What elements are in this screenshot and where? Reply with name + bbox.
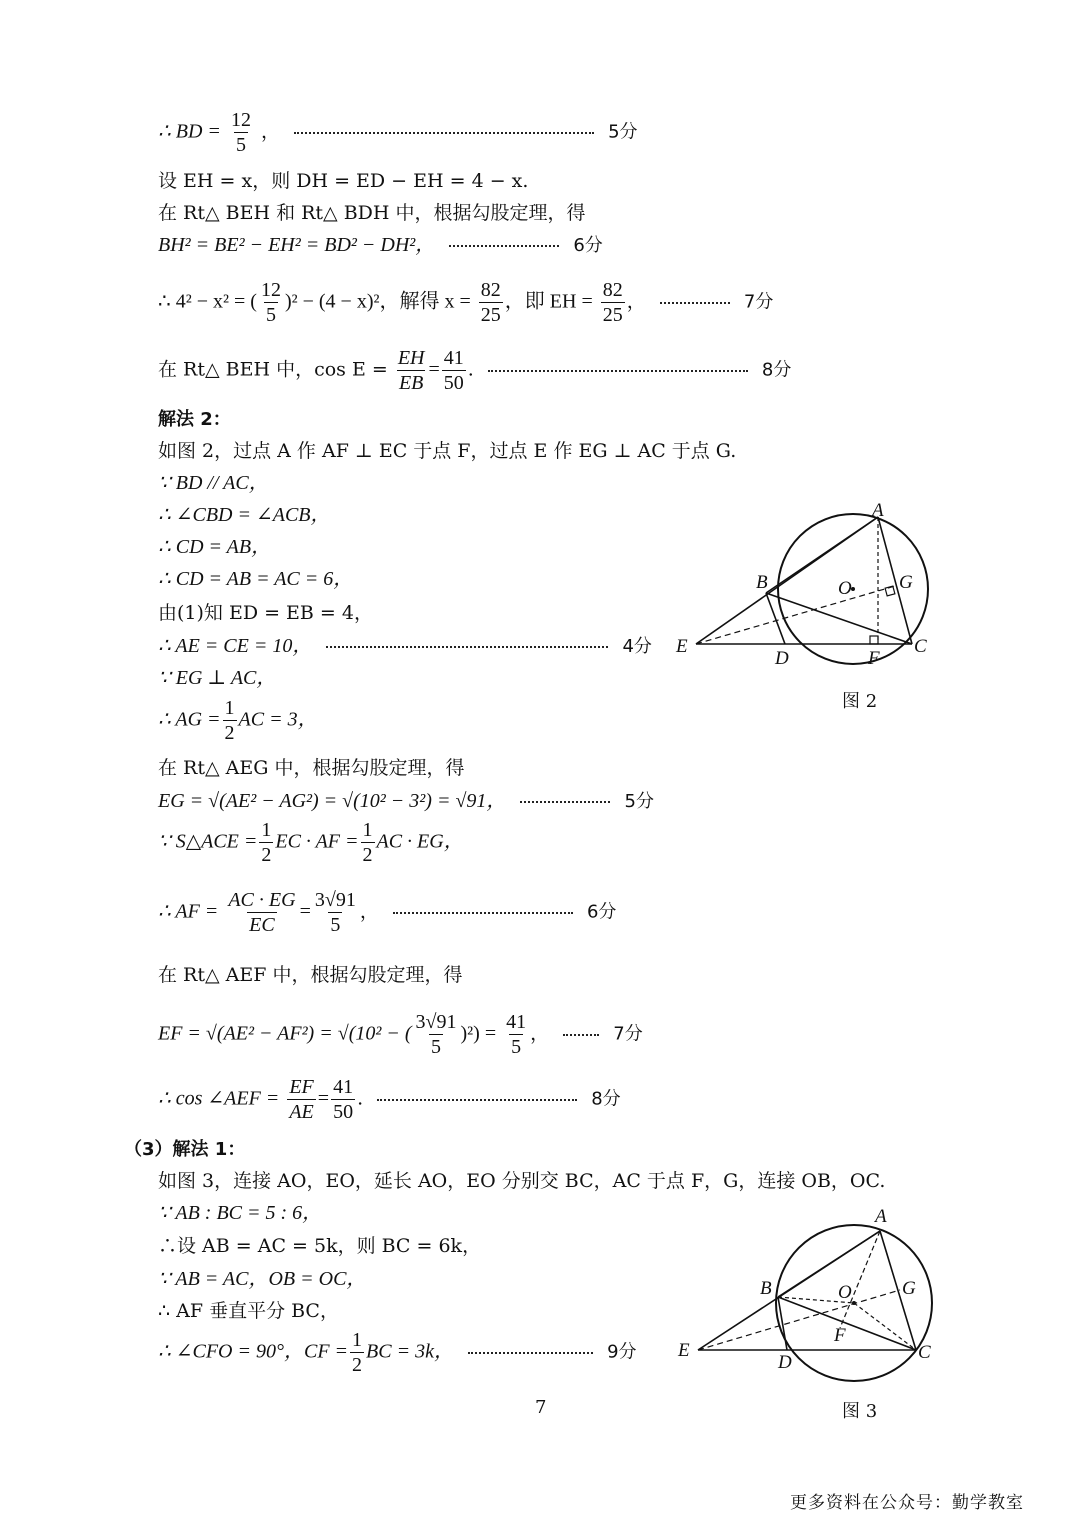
line-ed-eb xyxy=(158,600,373,626)
score: 7分 xyxy=(613,1023,643,1045)
line-af xyxy=(158,888,616,937)
dotted-leader xyxy=(563,1034,599,1036)
score: 5分 xyxy=(624,791,654,812)
line-cos-e xyxy=(158,346,791,395)
num: 1 xyxy=(224,697,235,719)
edge-oc xyxy=(854,1303,916,1350)
fraction xyxy=(287,1075,315,1124)
line-area xyxy=(158,818,464,867)
den: 5 xyxy=(330,914,341,936)
den: EC xyxy=(249,914,275,936)
num: 12 xyxy=(230,109,251,131)
score: 6分 xyxy=(586,901,617,923)
dotted-leader xyxy=(468,1352,593,1354)
text: EF = √(AE² − AF²) = √(10² − ( xyxy=(158,1022,412,1045)
text: )² − (4 − x)²，解得 x = xyxy=(284,290,471,313)
fraction xyxy=(229,108,253,157)
text: = xyxy=(299,900,311,923)
text: ∵ AB = AC，OB = OC， xyxy=(158,1268,367,1290)
page-number: 7 xyxy=(535,1397,547,1418)
edge-af xyxy=(840,1231,880,1328)
text: )²) = xyxy=(460,1022,497,1045)
score: 5分 xyxy=(608,121,638,143)
line-angle xyxy=(158,502,331,528)
text: （3）解法 1： xyxy=(124,1139,246,1160)
label-c: C xyxy=(914,636,927,657)
center-dot xyxy=(852,1301,856,1305)
score: 7分 xyxy=(743,291,774,313)
text: ∴ AE = CE = 10， xyxy=(158,635,313,657)
text: 在 Rt△ BEH 和 Rt△ BDH 中，根据勾股定理，得 xyxy=(158,202,586,224)
fraction xyxy=(259,818,273,867)
text: 如图 3，连接 AO，EO，延长 AO，EO 分别交 BC，AC 于点 F，G，连接 OB，OC. xyxy=(158,1170,886,1192)
text: 在 Rt△ AEG 中，根据勾股定理，得 xyxy=(158,757,465,779)
label-b: B xyxy=(760,1278,772,1299)
fraction xyxy=(479,278,503,327)
den: 50 xyxy=(333,1101,354,1123)
text: EC · AF = xyxy=(275,830,359,853)
line-rt-beh xyxy=(158,200,586,226)
label-g: G xyxy=(899,572,913,593)
fraction xyxy=(331,1075,355,1124)
line-rt-aeg xyxy=(158,755,464,781)
num: EF xyxy=(289,1076,314,1098)
den: 5 xyxy=(265,304,276,326)
dotted-leader xyxy=(488,370,748,372)
line-eg xyxy=(158,788,654,815)
line-cd-ab xyxy=(158,566,353,592)
text: ∵ S△ACE = xyxy=(158,830,258,853)
text: AC = 3， xyxy=(238,708,318,731)
text: = xyxy=(428,358,440,381)
text: 如图 2，过点 A 作 AF ⊥ EC 于点 F，过点 E 作 EG ⊥ AC 于点 G. xyxy=(158,440,737,462)
text: ∴ BD = xyxy=(158,120,221,143)
score: 9分 xyxy=(607,1341,637,1363)
den: 25 xyxy=(480,304,501,326)
label-a: A xyxy=(875,1206,887,1227)
edge-ab xyxy=(778,1231,880,1297)
part-3-heading xyxy=(124,1136,245,1163)
text: 由(1)知 ED = EB = 4， xyxy=(158,602,373,624)
text: ∵ AB : BC = 5 : 6， xyxy=(158,1202,323,1224)
method-2-heading xyxy=(158,406,231,433)
text: . xyxy=(357,1087,364,1110)
num: 3√91 xyxy=(415,1011,457,1033)
score: 8分 xyxy=(761,359,792,381)
edge-eg xyxy=(696,586,895,644)
text: ∴ CD = AB = AC = 6， xyxy=(158,568,354,590)
num: 41 xyxy=(443,347,464,369)
label-d: D xyxy=(775,648,789,669)
line-ag xyxy=(158,696,318,745)
dotted-leader xyxy=(520,801,610,803)
label-f: F xyxy=(834,1325,846,1346)
text: . xyxy=(467,358,474,381)
text: ∴ ∠CBD = ∠ACB， xyxy=(158,504,331,526)
num: 12 xyxy=(260,279,281,301)
label-o: O xyxy=(838,578,852,599)
den: AE xyxy=(289,1101,314,1123)
text: ， xyxy=(359,900,379,923)
fraction xyxy=(442,346,466,395)
text: ∴ AF = xyxy=(158,900,219,923)
num: EH xyxy=(397,347,425,369)
num: 82 xyxy=(602,279,623,301)
text: ∵ BD // AC， xyxy=(158,472,269,494)
num: AC · EG xyxy=(228,889,296,911)
dotted-leader xyxy=(449,245,559,247)
text: ∵ EG ⊥ AC， xyxy=(158,667,277,689)
num: 1 xyxy=(261,819,272,841)
edge-bc xyxy=(766,593,912,644)
fraction xyxy=(414,1010,459,1059)
den: 2 xyxy=(352,1354,363,1376)
text: ， xyxy=(260,120,280,143)
fraction xyxy=(259,278,283,327)
watermark: 更多资料在公众号：勤学教室 xyxy=(790,1493,1024,1513)
text: ， xyxy=(626,290,646,313)
right-angle-f xyxy=(870,636,878,644)
text: BC = 3k， xyxy=(366,1340,454,1363)
line-cfo xyxy=(158,1328,637,1377)
line-rt-aef xyxy=(158,962,462,988)
text: ∴ AG = xyxy=(158,708,221,731)
line-ob-oc xyxy=(158,1266,366,1292)
text: BH² = BE² − EH² = BD² − DH²， xyxy=(158,234,436,256)
den: 2 xyxy=(224,722,235,744)
line-ae-ce xyxy=(158,633,652,660)
figure-3-caption: 图 3 xyxy=(842,1401,878,1422)
text: ∴ cos ∠AEF = xyxy=(158,1087,280,1110)
text: AC · EG， xyxy=(376,830,464,853)
label-g: G xyxy=(902,1278,916,1299)
label-e: E xyxy=(678,1340,690,1361)
dotted-leader xyxy=(660,302,730,304)
fraction xyxy=(226,888,297,937)
dotted-leader xyxy=(393,912,573,914)
line-eg-perp xyxy=(158,665,276,691)
line-ratio xyxy=(158,1200,322,1226)
text: 在 Rt△ AEF 中，根据勾股定理，得 xyxy=(158,964,463,986)
fraction xyxy=(396,346,427,395)
fraction xyxy=(313,888,358,937)
line-arc xyxy=(158,534,271,560)
edge-bd xyxy=(766,593,785,644)
den: 2 xyxy=(261,844,272,866)
den: 50 xyxy=(443,372,464,394)
line-af-bisect xyxy=(158,1298,339,1324)
score: 4分 xyxy=(622,636,652,657)
fraction xyxy=(223,696,237,745)
line-set-k xyxy=(158,1233,481,1259)
line-fig2-intro xyxy=(158,438,736,464)
line-solve-x xyxy=(158,278,773,327)
num: 82 xyxy=(480,279,501,301)
den: 25 xyxy=(602,304,623,326)
text: ∴ CD = AB， xyxy=(158,536,272,558)
line-ef xyxy=(158,1010,643,1059)
text: ， xyxy=(530,1022,550,1045)
dotted-leader xyxy=(294,132,594,134)
fraction xyxy=(504,1010,528,1059)
text: EG = √(AE² − AG²) = √(10² − 3²) = √91， xyxy=(158,790,507,812)
line-bd xyxy=(158,108,638,157)
line-bd-parallel xyxy=(158,470,269,496)
text: ∴ ∠CFO = 90°，CF = xyxy=(158,1340,349,1363)
dotted-leader xyxy=(377,1099,577,1101)
line-fig3-intro xyxy=(158,1168,885,1194)
score: 8分 xyxy=(591,1088,621,1110)
den: 2 xyxy=(362,844,373,866)
text: ∴ 4² − x² = ( xyxy=(158,290,257,313)
label-f: F xyxy=(868,648,880,669)
den: 5 xyxy=(431,1036,441,1058)
label-o: O xyxy=(838,1282,852,1303)
den: 5 xyxy=(511,1036,522,1058)
num: 41 xyxy=(506,1011,527,1033)
text: ∴ AF 垂直平分 BC， xyxy=(158,1300,339,1322)
line-cos-aef xyxy=(158,1075,621,1124)
figure-2-caption: 图 2 xyxy=(842,691,878,712)
fraction xyxy=(601,278,625,327)
label-d: D xyxy=(778,1352,792,1373)
text: ∴设 AB = AC = 5k，则 BC = 6k， xyxy=(158,1235,482,1257)
line-set-eh xyxy=(158,168,528,194)
score: 6分 xyxy=(573,235,603,256)
label-c: C xyxy=(918,1342,931,1363)
text: ，即 EH = xyxy=(504,290,593,313)
label-e: E xyxy=(676,636,688,657)
label-b: B xyxy=(756,572,768,593)
den: 5 xyxy=(235,134,246,156)
num: 1 xyxy=(352,1329,363,1351)
num: 1 xyxy=(362,819,373,841)
num: 3√91 xyxy=(314,889,356,911)
fraction xyxy=(361,818,375,867)
den: EB xyxy=(398,372,424,394)
fraction xyxy=(350,1328,364,1377)
edge-ab xyxy=(766,517,878,593)
num: 41 xyxy=(333,1076,354,1098)
text: 解法 2： xyxy=(158,409,231,430)
text: 设 EH = x，则 DH = ED − EH = 4 − x. xyxy=(158,170,529,192)
text: 在 Rt△ BEH 中，cos E = xyxy=(158,358,388,381)
dotted-leader xyxy=(326,646,608,648)
text: = xyxy=(317,1087,330,1110)
label-a: A xyxy=(872,500,884,521)
line-bh xyxy=(158,232,603,259)
edge-bc xyxy=(778,1297,916,1350)
